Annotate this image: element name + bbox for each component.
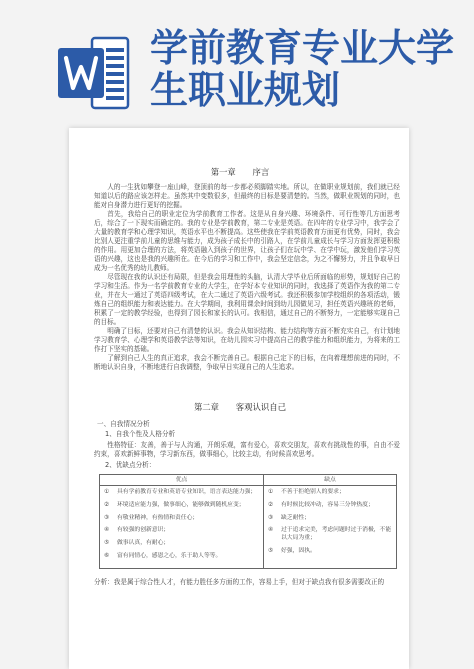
item-number: ④ <box>268 527 274 534</box>
item-text: 有较强的创新意识； <box>117 527 170 534</box>
chapter-body <box>94 183 400 372</box>
paragraph: 人的一生犹如攀登一座山峰，登顶前的每一步都必须脚踏实地。所以，在做职业规划前，我们就已经知道以后的路应该怎样走。虽然其中变数很多，但最终的目标是要清楚的。当然，做职业规划的同时，也能对自身潜力进行更好的挖掘。 <box>94 183 400 209</box>
table-row <box>100 486 396 568</box>
paragraph: 尽管现在我的认识还有局限，但是我会用理性的头脑，认清大学毕业后所面临的形势，规划好自己的学习和生活。作为一名学前教育专业的大学生，在学好本专业知识的同时，我选择了英语作为我的第二专业，并在大一通过了英语四级考试，在大二通过了英语六级考试。我还积极参加学校组织的各项活动，锻炼自己的组织能力和表达能力。在大学期间，我利用课余时间到幼儿园做见习，担任英语兴趣班的老师，积累了一定的教学经验，也得到了园长和家长的认可。我相信，通过自己的不断努力，一定能够实现自己的目标。 <box>94 273 400 326</box>
item-number: ⑤ <box>104 540 110 547</box>
paragraph: 首先，我给自己的职业定位为学前教育工作者。这是从自身兴趣、环境条件、可行性等几方面思考后，综合了一下现实而确定的。我的专业是学前教育，第二专业是英语。在四年的专业学习中，我学会了大量的教育学和心理学知识，英语水平也不断提高。这些使我在学前英语教育方面更有优势，同时，我会比别人更注重学前儿童的思维与能力，成为孩子成长中的引路人，在学前儿童成长与学习方面发挥更积极的作用。用更加合理的方法，将英语融入到孩子的世界，让孩子们在玩中学、在学中玩，激发他们学习英语的兴趣，这也是我的兴趣所在。在今后的学习和工作中，我会坚定信念，为之不懈努力，并且争取早日成为一名优秀的幼儿教师。 <box>94 210 400 272</box>
list-item <box>268 488 393 496</box>
analysis-text: 分析：我是属于综合性人才，有能力胜任多方面的工作，容易上手，但对于缺点我有很多需要改正的 <box>94 578 385 586</box>
list-item <box>104 488 260 496</box>
list-item <box>104 552 260 560</box>
weaknesses-cell <box>264 486 396 568</box>
list-item <box>268 501 393 509</box>
list-item <box>268 526 393 542</box>
word-document-icon <box>56 36 130 110</box>
list-item <box>104 501 260 509</box>
paragraph: 性格特征：友善，善于与人沟通，开朗乐观，富有爱心，喜欢交朋友，喜欢有挑战性的事，自由不爱约束，喜欢新鲜事物，学习新东西，做事细心，比较主动，有时候喜欢思考。 <box>94 441 400 458</box>
item-number: ① <box>104 489 110 495</box>
strengths-cell <box>100 486 264 568</box>
paragraph: 了解到自己人生的真正追求，我会不断完善自己。根据自己定下的目标，在向着理想前进的同时，不断地认识自身，不断地进行自我调整，争取早日实现自己的人生追求。 <box>94 354 400 371</box>
list-item <box>268 514 393 522</box>
item-number: ③ <box>104 514 110 521</box>
item-number: ① <box>268 489 274 495</box>
list-item <box>104 539 260 547</box>
list-item <box>104 514 260 522</box>
subsection-title: 2、优缺点分析： <box>105 461 156 469</box>
list-item <box>268 547 393 555</box>
item-text: 做事认真，有耐心； <box>117 540 170 547</box>
table-header-strengths: 优点 <box>100 475 264 485</box>
item-number: ② <box>268 501 274 508</box>
item-number: ⑤ <box>268 548 274 555</box>
item-number: ⑥ <box>104 552 110 559</box>
subsection-title: 1、自我个性及人格分析 <box>105 430 176 438</box>
item-text: 过于追求完美，考虑问题时过于消极，不能以大局为重； <box>281 527 392 542</box>
item-text: 有敬业精神，有热情和责任心； <box>117 514 199 521</box>
item-text: 不善于拒绝别人的要求； <box>281 489 345 495</box>
chapter-heading: 第二章 客观认识自己 <box>193 402 287 412</box>
section-title: 一、自我情况分析 <box>97 420 150 428</box>
chapter-heading: 第一章 序言 <box>210 167 270 177</box>
personality-body <box>94 441 400 459</box>
item-number: ② <box>104 501 110 508</box>
item-text: 具有学前教育专业和英语专业知识，语言表达能力强； <box>117 489 257 495</box>
item-text: 好强，固执。 <box>281 548 316 555</box>
item-number: ③ <box>268 514 274 521</box>
table-header-row <box>100 475 396 486</box>
document-title: 学前教育专业大学生职业规划 <box>150 26 455 112</box>
table-header-weaknesses: 缺点 <box>324 477 336 483</box>
item-text: 富有同情心，感恩之心，乐于助人等等。 <box>117 552 222 559</box>
item-text: 环境适应能力强，做事细心，能够做到随机应变； <box>117 501 245 508</box>
item-text: 有时候比较冲动，容易三分钟热度； <box>281 501 374 508</box>
item-number: ④ <box>104 527 110 534</box>
item-text: 缺乏耐性； <box>281 514 310 521</box>
list-item <box>104 526 260 534</box>
paragraph: 明确了目标，还要对自己有清楚的认识。我会从知识结构、能力结构等方面不断充实自己，有计划地学习教育学、心理学和英语教学法等知识，在幼儿园实习中提高自己的教学能力和组织能力，为将来的工作打下坚实的基础。 <box>94 327 400 353</box>
strengths-weaknesses-table <box>99 474 397 569</box>
